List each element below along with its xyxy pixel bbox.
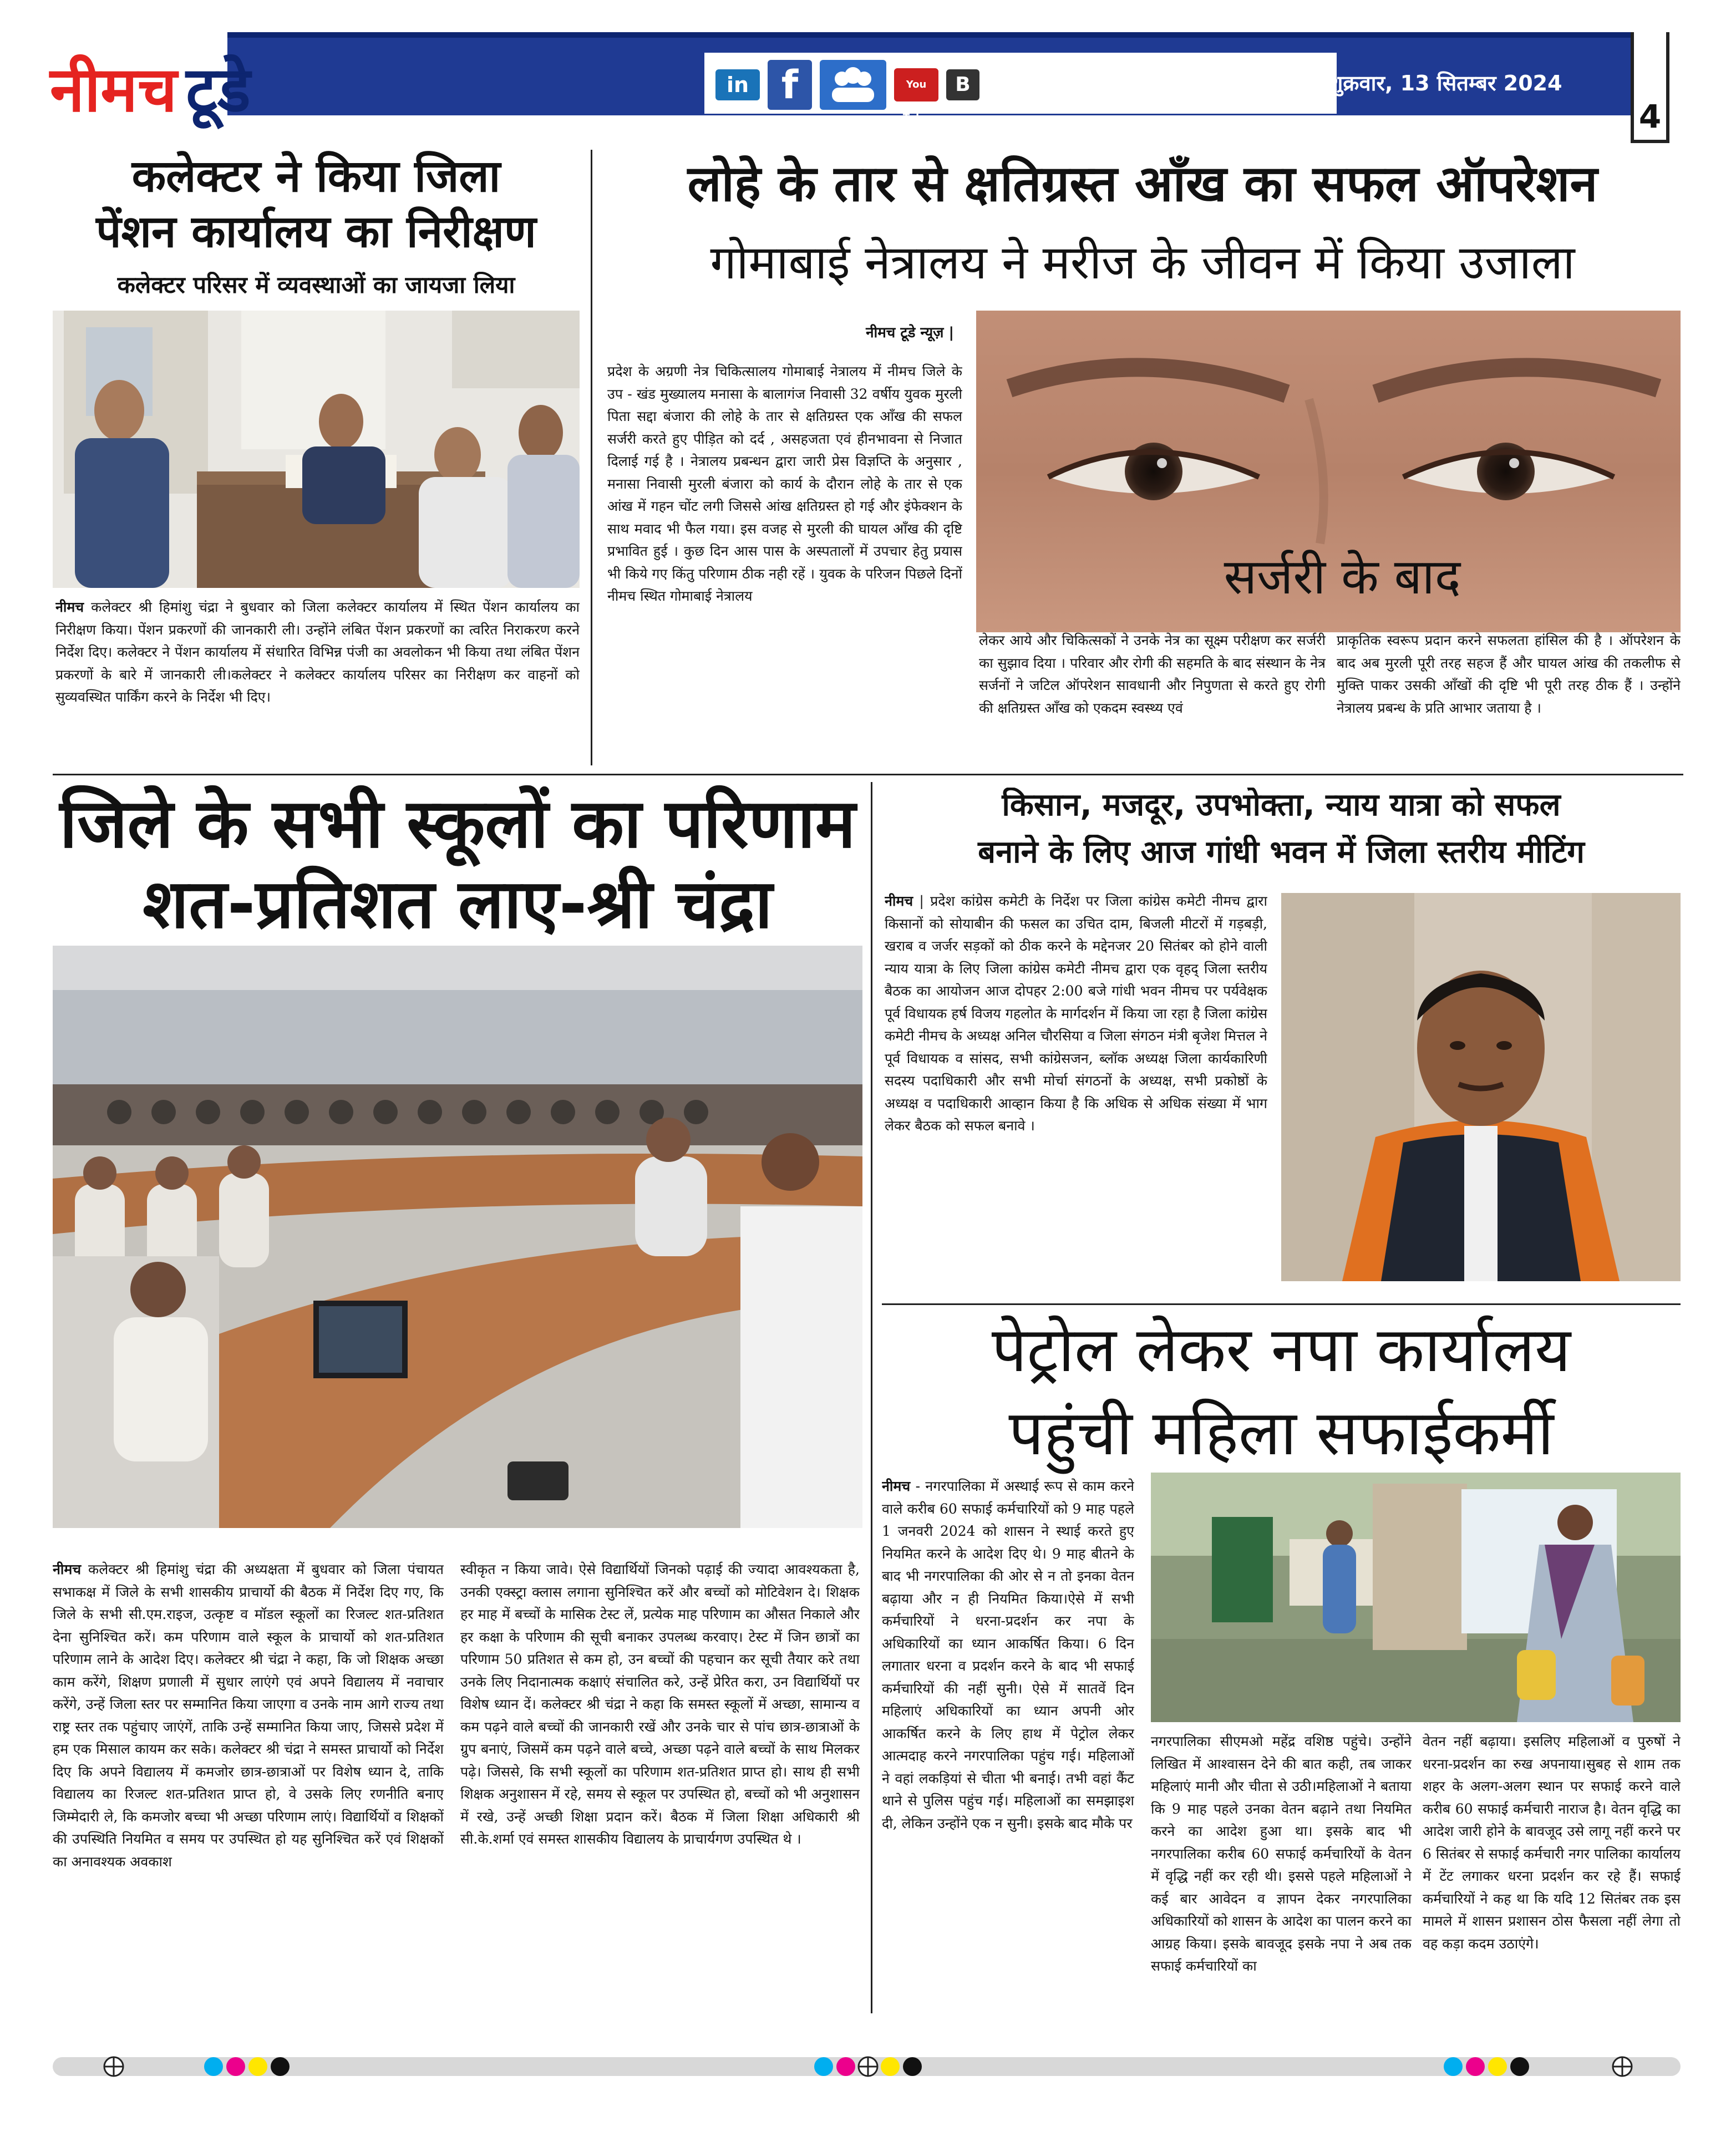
story2-headline-1: लोहे के तार से क्षतिग्रस्त आँख का सफल ऑपरेशन [687, 155, 1598, 213]
story3-col1 [53, 1559, 444, 2008]
story2-col3: प्राकृतिक स्वरूप प्रदान करने सफलता हांसिल की है । ऑपरेशन के बाद अब मुरली पूरी तरह सहज हैं और घायल आंख की तकलीफ से मुक्ति पाकर उसकी आँखों की दृष्टि भी पूरी तरह ठीक हैं । उन्होंने नेत्रालय प्रबन्ध के प्रति आभार जताया है । [1337, 632, 1681, 716]
story4-lead: नीमच [885, 893, 913, 909]
story2-photo-caption: सर्जरी के बाद [1224, 548, 1461, 605]
dateline: नीमच, शुक्रवार, 13 सितम्बर 2024 [1270, 71, 1562, 95]
footer-register-bar [53, 2055, 1681, 2078]
group-icon [820, 60, 886, 110]
story2-col2: लेकर आये और चिकित्सकों ने उनके नेत्र का सूक्ष्म परीक्षण कर सर्जरी का सुझाव दिया । परिवार और रोगी की सहमति के बाद संस्थान के नेत्र सर्जनों ने जटिल ऑपरेशन सावधानी और निपुणता से करते हुए रोगी की क्षतिग्रस्त आँख को एकदम स्वस्थ्य एवं [979, 632, 1326, 716]
story5-col3: वेतन नहीं बढ़ाया। इसलिए महिलाओं व पुरुषों ने धरना-प्रदर्शन का रुख अपनाया।सुबह से शाम तक शहर के अलग-अलग स्थान पर सफाई करने वाले करीब 60 सफाई कर्मचारी नाराज है। वेतन वृद्धि का आदेश जारी होने के बावजूद उसे लागू नहीं करने पर 6 सितंबर से सफाई कर्मचारी नगर पालिका कार्यालय में टेंट लगाकर धरना प्रदर्शन कर रहे हैं। सफाई कर्मचारियों ने कह था कि यदि 12 सितंबर तक इस मामले में शासन प्रशासन ठोस फैसला नहीं लेगा तो वह कड़ा कदम उठाएंगे। [1423, 1733, 1681, 1952]
story4-text: | प्रदेश कांग्रेस कमेटी के निर्देश पर जिला कांग्रेस कमेटी नीमच द्वारा किसानों को सोयाबीन की फसल का उचित दाम, बिजली मीटरों में गड़बड़ी, खराब व जर्जर सड़कों को ठीक करने के मद्देनजर 20 सितंबर को होने वाली न्याय यात्रा के लिए जिला कांग्रेस कमेटी नीमच द्वारा एक वृहद् जिला स्तरीय बैठक का आयोजन आज दोपहर 2:00 बजे गांधी भवन नीमच पर पर्यवेक्षक पूर्व विधायक हर्ष विजय गहलोत के मार्गदर्शन में किया जा रहा है जिला कांग्रेस कमेटी नीमच के अध्यक्ष अनिल चौरसिया व जिला संगठन मंत्री बृजेश मित्तल ने पूर्व विधायक व सांसद, सभी कांग्रेसजन, ब्लॉक अध्यक्ष जिला कार्यकारिणी सदस्य पदाधिकारी और सभी मोर्चा संगठनों के अध्यक्ष, सभी प्रकोष्ठों के अध्यक्ष व पदाधिकारी आव्हान किया है कि अधिक से अधिक संख्या में भाग लेकर बैठक को सफल बनावे । [885, 893, 1267, 1134]
story1-headline-2: पेंशन कार्यालय का निरीक्षण [96, 206, 536, 257]
logo-left: नीमच [50, 54, 177, 126]
story3-meeting-photo [53, 946, 862, 1528]
story3-headline-1: जिले के सभी स्कूलों का परिणाम [59, 785, 856, 863]
story5-col1-text: - नगरपालिका में अस्थाई रूप से काम करने वाले करीब 60 सफाई कर्मचारियों को 9 माह पहले 1 जनवरी 2024 को शासन ने स्थाई करते हुए नियमित करने के आदेश दिए थे। 9 माह बीतने के बाद भी नगरपालिका की ओर से न तो इनका वेतन बढ़ाया और न ही नियमित किया।ऐसे में सभी कर्मचारियों ने धरना-प्रदर्शन कर नपा के अधिकारियों का ध्यान आकर्षित किया। 6 दिन लगातार धरना व प्रदर्शन करने के बाद भी सफाई कर्मचारियों की नहीं सुनी। ऐसे में सातवें दिन महिलाएं अधिकारियों का ध्यान अपनी ओर आकर्षित करने के लिए हाथ में पेट्रोल लेकर आत्मदाह करने नगरपालिका पहुंच गई। महिलाओं ने वहां लकड़ियां से चीता भी बनाई। तभी वहां कैंट थाने से पुलिस पहुंच गई। महिलाओं का समझाइश दी, लेकिन उन्होंने एक न सुनी। इसके बाद मौके पर [882, 1478, 1134, 1831]
story5-photo [1151, 1473, 1681, 1722]
story4-body [885, 890, 1267, 1295]
story4-headline-1: किसान, मजदूर, उपभोक्ता, न्याय यात्रा को सफल [1002, 788, 1561, 823]
story1-lead: नीमच [55, 599, 84, 615]
story1-headline-1: कलेक्टर ने किया जिला [131, 151, 501, 202]
story4-headline-2: बनाने के लिए आज गांधी भवन में जिला स्तरीय मीटिंग [978, 835, 1585, 870]
story3-col1-text: कलेक्टर श्री हिमांशु चंद्रा की अध्यक्षता में बुधवार को जिला पंचायत सभाकक्ष में जिले के सभी शासकीय प्राचार्यो की बैठक में निर्देश दिए गए, कि जिले के सभी सी.एम.राइज, उत्कृष्ट व मॉडल स्कूलों का रिजल्ट शत-प्रतिशत देना सुनिश्चित करें। कम परिणाम वाले स्कूल के प्राचार्यो को शत-प्रतिशत परिणाम लाने के आदेश दिए। कलेक्टर श्री चंद्रा ने कहा, कि जो शिक्षक अच्छा काम करेंगे, शिक्षण प्रणाली में सुधार लाएंगे एवं अपने विद्यालय में नवाचार करेंगे, उन्हें जिला स्तर पर सम्मानित किया जाएगा व उनके नाम आगे राज्य तथा राष्ट्र स्तर तक पहुंचाए जाएंगें, ताकि उन्हें सम्मानित किया जाए, जिससे प्रदेश में हम एक मिसाल कायम कर सके। कलेक्टर श्री चंद्रा ने समस्त प्राचार्यो को निर्देश दिए कि अपने विद्यालय में कमजोर छात्र-छात्राओं पर विशेष ध्यान दे, ताकि विद्यालय का रिजल्ट शत-प्रतिशत प्राप्त हो, वे उसके लिए रणनीति बनाए जिम्मेदारी ले, कि कमजोर बच्चा भी अच्छा परिणाम लाएं। विद्यार्थियों व शिक्षकों की उपस्थिति नियमित व समय पर उपस्थित हो यह सुनिश्चित करें एवं शिक्षकों का अनावश्यक अवकाश [53, 1561, 444, 1870]
story2-col1: प्रदेश के अग्रणी नेत्र चिकित्सालय गोमाबाई नेत्रालय में नीमच जिले के उप - खंड मुख्यालय मनासा के बालागंज निवासी 32 वर्षीय युवक मुरली पिता सद्दा बंजारा की लोहे के तार से क्षतिग्रस्त एक आँख की सफल सर्जरी करते हुए पीड़ित को दर्द , असहजता एवं हीनभावना से निजात दिलाई गई है । नेत्रालय प्रबन्धन द्वारा जारी प्रेस विज्ञप्ति के अनुसार , मनासा निवासी मुरली बंजारा को कार्य के दौरान लोहे के तार से एक आंख में गहन चोंट लगी जिससे आंख क्षतिग्रस्त हो गई और इंफेक्शन के साथ मवाद भी फैल गया। इस वजह से मुरली की घायल आँख की दृष्टि प्रभावित हुई । कुछ दिन आस पास के अस्पतालों में उपचार हेतु प्रयास भी किये गए किंतु परिणाम ठीक नही रहें । युवक के परिजन पिछले दिनों नीमच स्थित गोमाबाई नेत्रालय [607, 363, 962, 604]
facebook-icon: f [768, 60, 812, 110]
page-number: 4 [1638, 98, 1662, 135]
story1-body [55, 596, 580, 763]
story3-col2: स्वीकृत न किया जावे। ऐसे विद्यार्थियों जिनको पढ़ाई की ज्यादा आवश्यकता है, उनकी एक्स्ट्रा क्लास लगाना सुनिश्चित करें और बच्चों को मोटिवेशन दे। शिक्षक हर माह में बच्चों के मासिक टेस्ट लें, प्रत्येक माह परिणाम का औसत निकाले और हर कक्षा के परिणाम की सूची बनाकर उपलब्ध करवाए। टेस्ट में जिन छात्रों का परिणाम 50 प्रतिशत से कम हो, उन बच्चों की पहचान कर सूची तैयार करे तथा उनके लिए निदानात्मक कक्षाएं संचालित करे, उन्हें प्रेरित करा, उन विद्यार्थियों पर विशेष ध्यान दें। कलेक्टर श्री चंद्रा ने कहा कि समस्त स्कूलों में अच्छा, सामान्य व कम पढ़ने वाले बच्चों की जानकारी रखें और उनके चार से पांच छात्र-छात्राओं के ग्रुप बनाएं, जिसमें कम पढ़ने वाले बच्चे, अच्छा पढ़ने वाले बच्चों के साथ मिलकर पढ़े। जिससे, कि सभी स्कूलों का परिणाम शत-प्रतिशत प्राप्त हो। साथ ही सभी शिक्षक अनुशासन में रहे, समय से स्कूल पर उपस्थित हो, बच्चों को भी अनुशासन में रखे, उन्हें अच्छी शिक्षा प्रदान करें। बैठक में जिला शिक्षा अधिकारी श्री सी.के.शर्मा एवं समस्त शासकीय विद्यालय के प्राचार्यगण उपस्थित थे । [460, 1561, 860, 1847]
story5-lead: नीमच [882, 1478, 911, 1494]
story1-photo [53, 311, 580, 588]
story5-headline-2: पहुंची महिला सफाईकर्मी [1008, 1398, 1554, 1469]
horizontal-rule-2 [882, 1303, 1681, 1305]
story5-col2: नगरपालिका सीएमओ महेंद्र वशिष्ठ पहुंचे। उन्होंने लिखित में आश्वासन देने की बात कही, तब जाकर महिलाएं मानी और चीता से उठी।महिलाओं ने बताया कि 9 माह पहले उनका वेतन बढ़ाने तथा नियमित करने का आदेश हुआ था। इसके बाद भी नगरपालिका करीब 60 सफाई कर्मचारियों के वेतन में वृद्धि नहीं कर रही थी। इससे पहले महिलाओं ने कई बार आवेदन व ज्ञापन देकर नगरपालिका अधिकारियों को शासन के आदेश का पालन करने का आग्रह किया। इसके बावजूद इसके नपा ने अब तक सफाई कर्मचारियों का [1151, 1733, 1412, 1974]
story2-byline: नीमच टूडे न्यूज़ | [866, 324, 954, 341]
story5-headline-1: पेट्रोल लेकर नपा कार्यालय [991, 1314, 1571, 1386]
masthead-logo [50, 53, 251, 128]
story3-headline-2: शत-प्रतिशत लाए-श्री चंद्रा [143, 865, 773, 943]
linkedin-icon: in [715, 69, 760, 100]
story1-subheading: कलेक्टर परिसर में व्यवस्थाओं का जायजा लिया [117, 272, 515, 298]
divider-2 [871, 782, 872, 2013]
story4-portrait-photo [1281, 893, 1681, 1281]
blogger-icon: B [946, 69, 979, 100]
social-icons [715, 60, 979, 124]
story5-col1 [882, 1475, 1134, 2008]
youtube-icon: You Tube [894, 68, 938, 101]
story1-text: कलेक्टर श्री हिमांशु चंद्रा ने बुधवार को जिला कलेक्टर कार्यालय में स्थित पेंशन कार्यालय का निरीक्षण किया। पेंशन प्रकरणों की जानकारी ली। उन्होंने लंबित पेंशन प्रकरणों का त्वरित निराकरण करने निर्देश दिए। कलेक्टर ने पेंशन कार्यालय में संधारित विभिन्न पंजी का अवलोकन भी किया तथा लंबित पेंशन प्रकरणों के बारे में जानकारी ली।कलेक्टर ने कलेक्टर कार्यालय परिसर का निरीक्षण कर वाहनों को सुव्यवस्थित पार्किंग करने के निर्देश भी दिए। [55, 599, 580, 705]
story3-lead: नीमच [53, 1561, 82, 1577]
horizontal-rule-1 [53, 774, 1683, 775]
story2-headline-2: गोमाबाई नेत्रालय ने मरीज के जीवन में किया उजाला [710, 236, 1575, 290]
divider-1 [591, 150, 592, 765]
logo-right: टूडे [186, 54, 251, 126]
